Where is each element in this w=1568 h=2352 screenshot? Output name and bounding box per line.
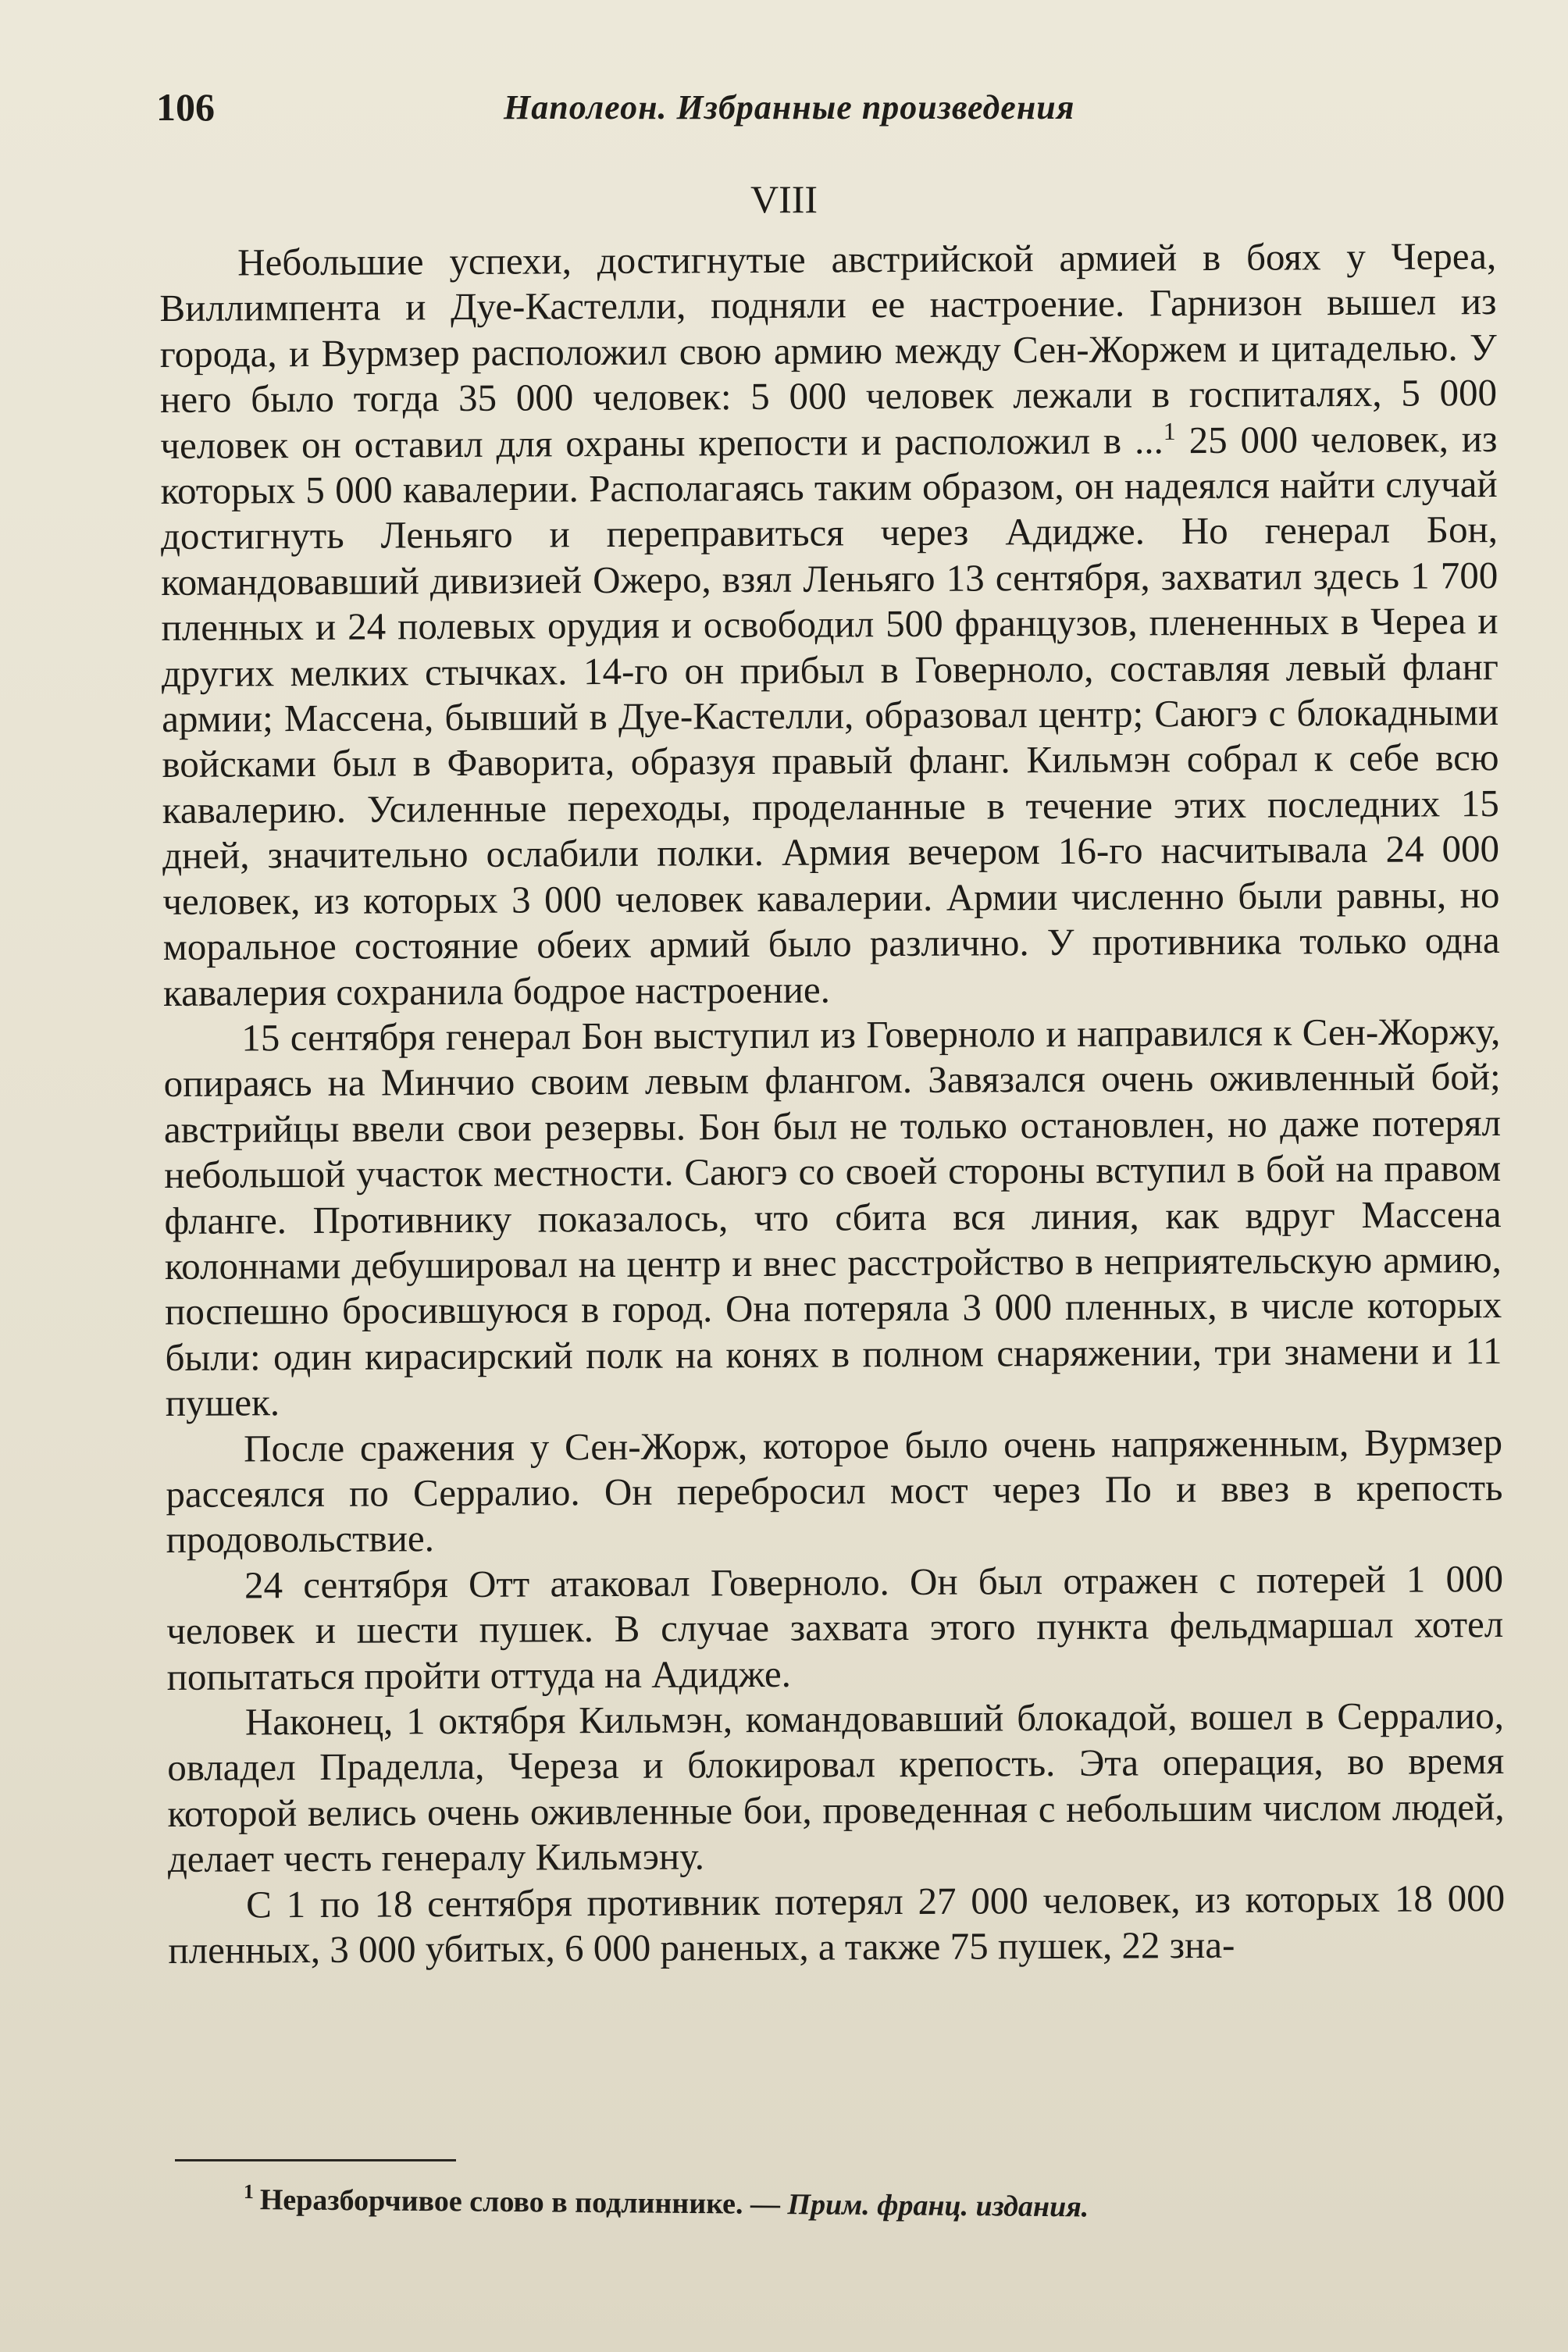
paragraph-1	[159, 233, 1500, 1016]
footnote-mark: 1	[243, 2180, 255, 2204]
paragraph-6: С 1 по 18 сентября противник потерял 27 000 человек, из которых 18 000 пленных, 3 000 убитых, 6 000 раненых, а также 75 пушек, 22 зна-	[168, 1876, 1506, 1972]
footnote-divider	[175, 2159, 456, 2161]
footnote-text: Неразборчивое слово в подлиннике. —	[259, 2183, 788, 2222]
paragraph-3: После сражения у Сен-Жорж, которое было очень напряженным, Вурмзер рассеялся по Серралио. Он перебросил мост через По и ввез в крепость продовольствие.	[166, 1420, 1503, 1562]
footnote	[243, 2180, 1337, 2226]
section-heading: VIII	[750, 177, 818, 221]
paragraph-1-start: Небольшие успехи, достигнутые австрийской армией в боях у Череа, Виллимпента и Дуе-Кастелли, подняли ее настроение. Гарнизон вышел из города, и Вурмзер расположил свою армию между Сен-Жоржем и цитаделью. У него было тогда 35 000 человек: 5 000 человек лежали в госпиталях, 5 000 человек он оставил для охраны крепости и расположил в ...	[159, 234, 1498, 467]
page-header	[156, 84, 1484, 139]
footnote-reference: 1	[1163, 416, 1176, 445]
footnote-source-note: Прим. франц. издания.	[787, 2188, 1089, 2224]
main-text	[159, 233, 1506, 1973]
page-number: 106	[156, 85, 215, 129]
paragraph-1-end: 25 000 человек, из которых 5 000 кавалерии. Располагаясь таким образом, он надеялся найти случай достигнуть Леньяго и переправиться через Адидже. Но генерал Бон, командовавший дивизией Ожеро, взял Леньяго 13 сентября, захватил здесь 1 700 пленных и 24 полевых орудия и освободил 500 французов, плененных в Череа и других мелких стычках. 14-го он прибыл в Говерноло, составляя левый фланг армии; Массена, бывший в Дуе-Кастелли, образовал центр; Саюгэ с блокадными войсками был в Фаворита, образуя правый фланг. Кильмэн собрал к себе всю кавалерию. Усиленные переходы, проделанные в течение этих последних 15 дней, значительно ослабили полки. Армия вечером 16-го насчитывала 24 000 человек, из которых 3 000 человек кавалерии. Армии численно были равны, но моральное состояние обеих армий было различно. У противника только одна кавалерия сохранила бодрое настроение.	[160, 416, 1500, 1014]
paragraph-4: 24 сентября Отт атаковал Говерноло. Он был отражен с потерей 1 000 человек и шести пушек. В случае захвата этого пункта фельдмаршал хотел попытаться пройти оттуда на Адидже.	[166, 1556, 1504, 1698]
paragraph-5: Наконец, 1 октября Кильмэн, командовавший блокадой, вошел в Серралио, овладел Праделла, Череза и блокировал крепость. Эта операция, во время которой велись очень оживленные бои, проведенная с небольшим числом людей, делает честь генералу Кильмэну.	[167, 1694, 1505, 1881]
running-title: Наполеон. Избранные произведения	[504, 88, 1075, 127]
paragraph-2: 15 сентября генерал Бон выступил из Говерноло и направился к Сен-Жоржу, опираясь на Минчио своим левым флангом. Завязался очень оживленный бой; австрийцы ввели свои резервы. Бон был не только остановлен, но даже потерял небольшой участок местности. Саюгэ со своей стороны вступил в бой на правом фланге. Противнику показалось, что сбита вся линия, как вдруг Массена колоннами дебушировал на центр и внес расстройство в неприятельскую армию, поспешно бросившуюся в город. Она потеряла 3 000 пленных, в числе которых были: один кирасирский полк на конях в полном снаряжении, три знамени и 11 пушек.	[163, 1009, 1502, 1425]
